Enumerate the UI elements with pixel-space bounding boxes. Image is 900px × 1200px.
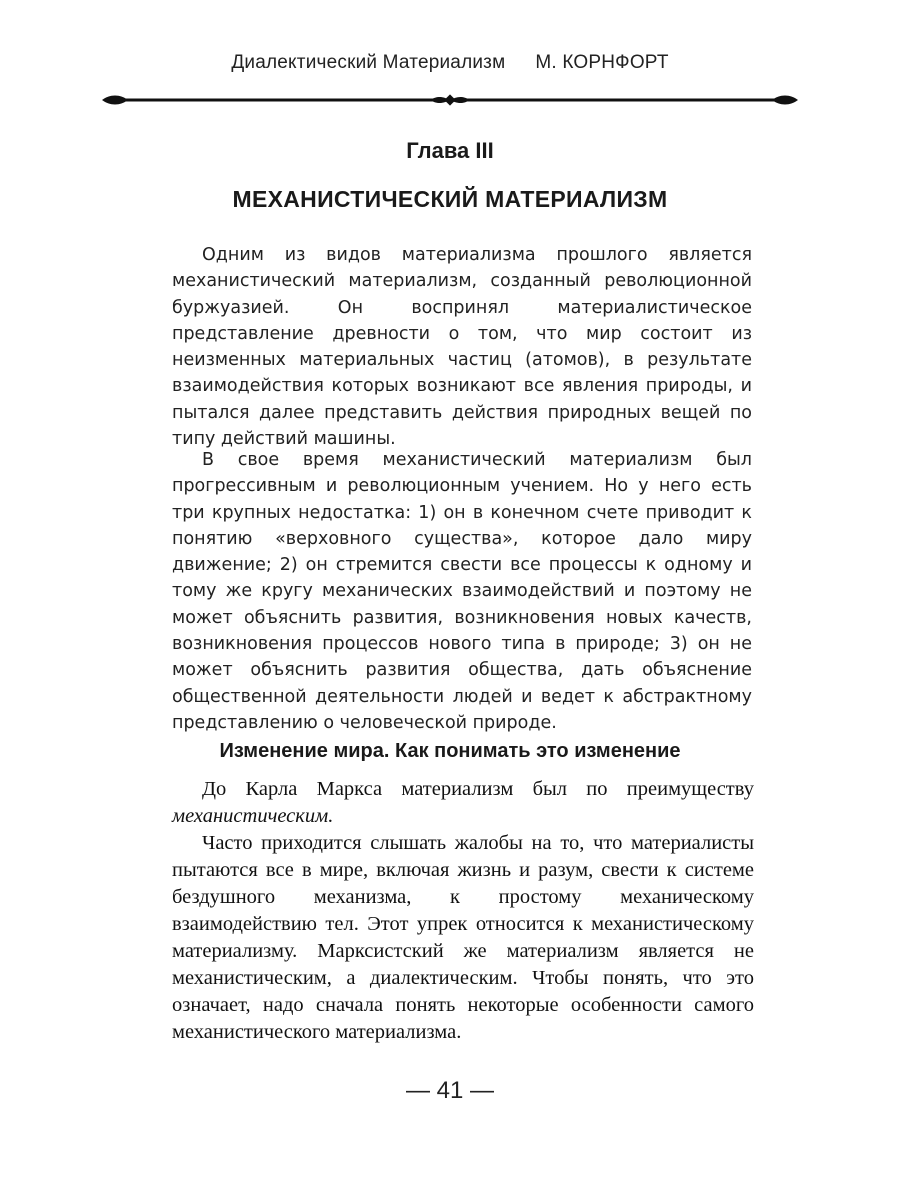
running-header xyxy=(0,52,900,74)
paragraph-lead: До Карла Маркса материализм был по преимуществу xyxy=(202,778,754,800)
paragraph-text: Часто приходится слышать жалобы на то, что материалисты пытаются все в мире, включая жизнь и разум, свести к системе бездушного механизма, к простому механическому взаимодействию тел. Этот упрек относится к механистическому материализму. Марксистский же материализм является не механистическим, а диалектическим. Чтобы понять, что это означает, надо сначала понять некоторые особенности самого механистического материализма. xyxy=(172,832,754,1043)
paragraph-3 xyxy=(172,776,754,830)
author-name: М. КОРНФОРТ xyxy=(535,52,669,73)
paragraph-1 xyxy=(172,242,752,452)
paragraph-text: Одним из видов материализма прошлого является механистический материализм, созданный революционной буржуазией. Он воспринял материалистическое представление древности о том, что мир состоит из неизменных материальных частиц (атомов), в результате взаимодействия которых возникают все явления природы, и пытался далее представить действия природных вещей по типу действий машины. xyxy=(172,245,752,450)
paragraph-4 xyxy=(172,830,754,1046)
chapter-number: Глава III xyxy=(406,138,494,163)
emphasis-text: механистическим. xyxy=(172,805,334,827)
book-title: Диалектический Материализм xyxy=(231,52,506,73)
paragraph-text xyxy=(172,776,754,830)
section-heading: Изменение мира. Как понимать это изменение xyxy=(219,740,681,762)
paragraph-text: В свое время механистический материализм был прогрессивным и революционным учением. Но у него есть три крупных недостатка: 1) он в конечном счете приводит к понятию «верховного существа», которое дало миру движение; 2) он стремится свести все процессы к одному и тому же кругу механических взаимодействий и поэтому не может объяснить развития, возникновения новых качеств, возникновения процессов нового типа в природе; 3) он не может объяснить развития общества, дать объяснение общественной деятельности людей и ведет к абстрактному представлению о человеческой природе. xyxy=(172,450,752,733)
paragraph-2 xyxy=(172,447,752,736)
chapter-title: МЕХАНИСТИЧЕСКИЙ МАТЕРИАЛИЗМ xyxy=(232,186,668,212)
ornamental-rule xyxy=(100,90,800,110)
page-number: — 41 — xyxy=(405,1077,495,1104)
